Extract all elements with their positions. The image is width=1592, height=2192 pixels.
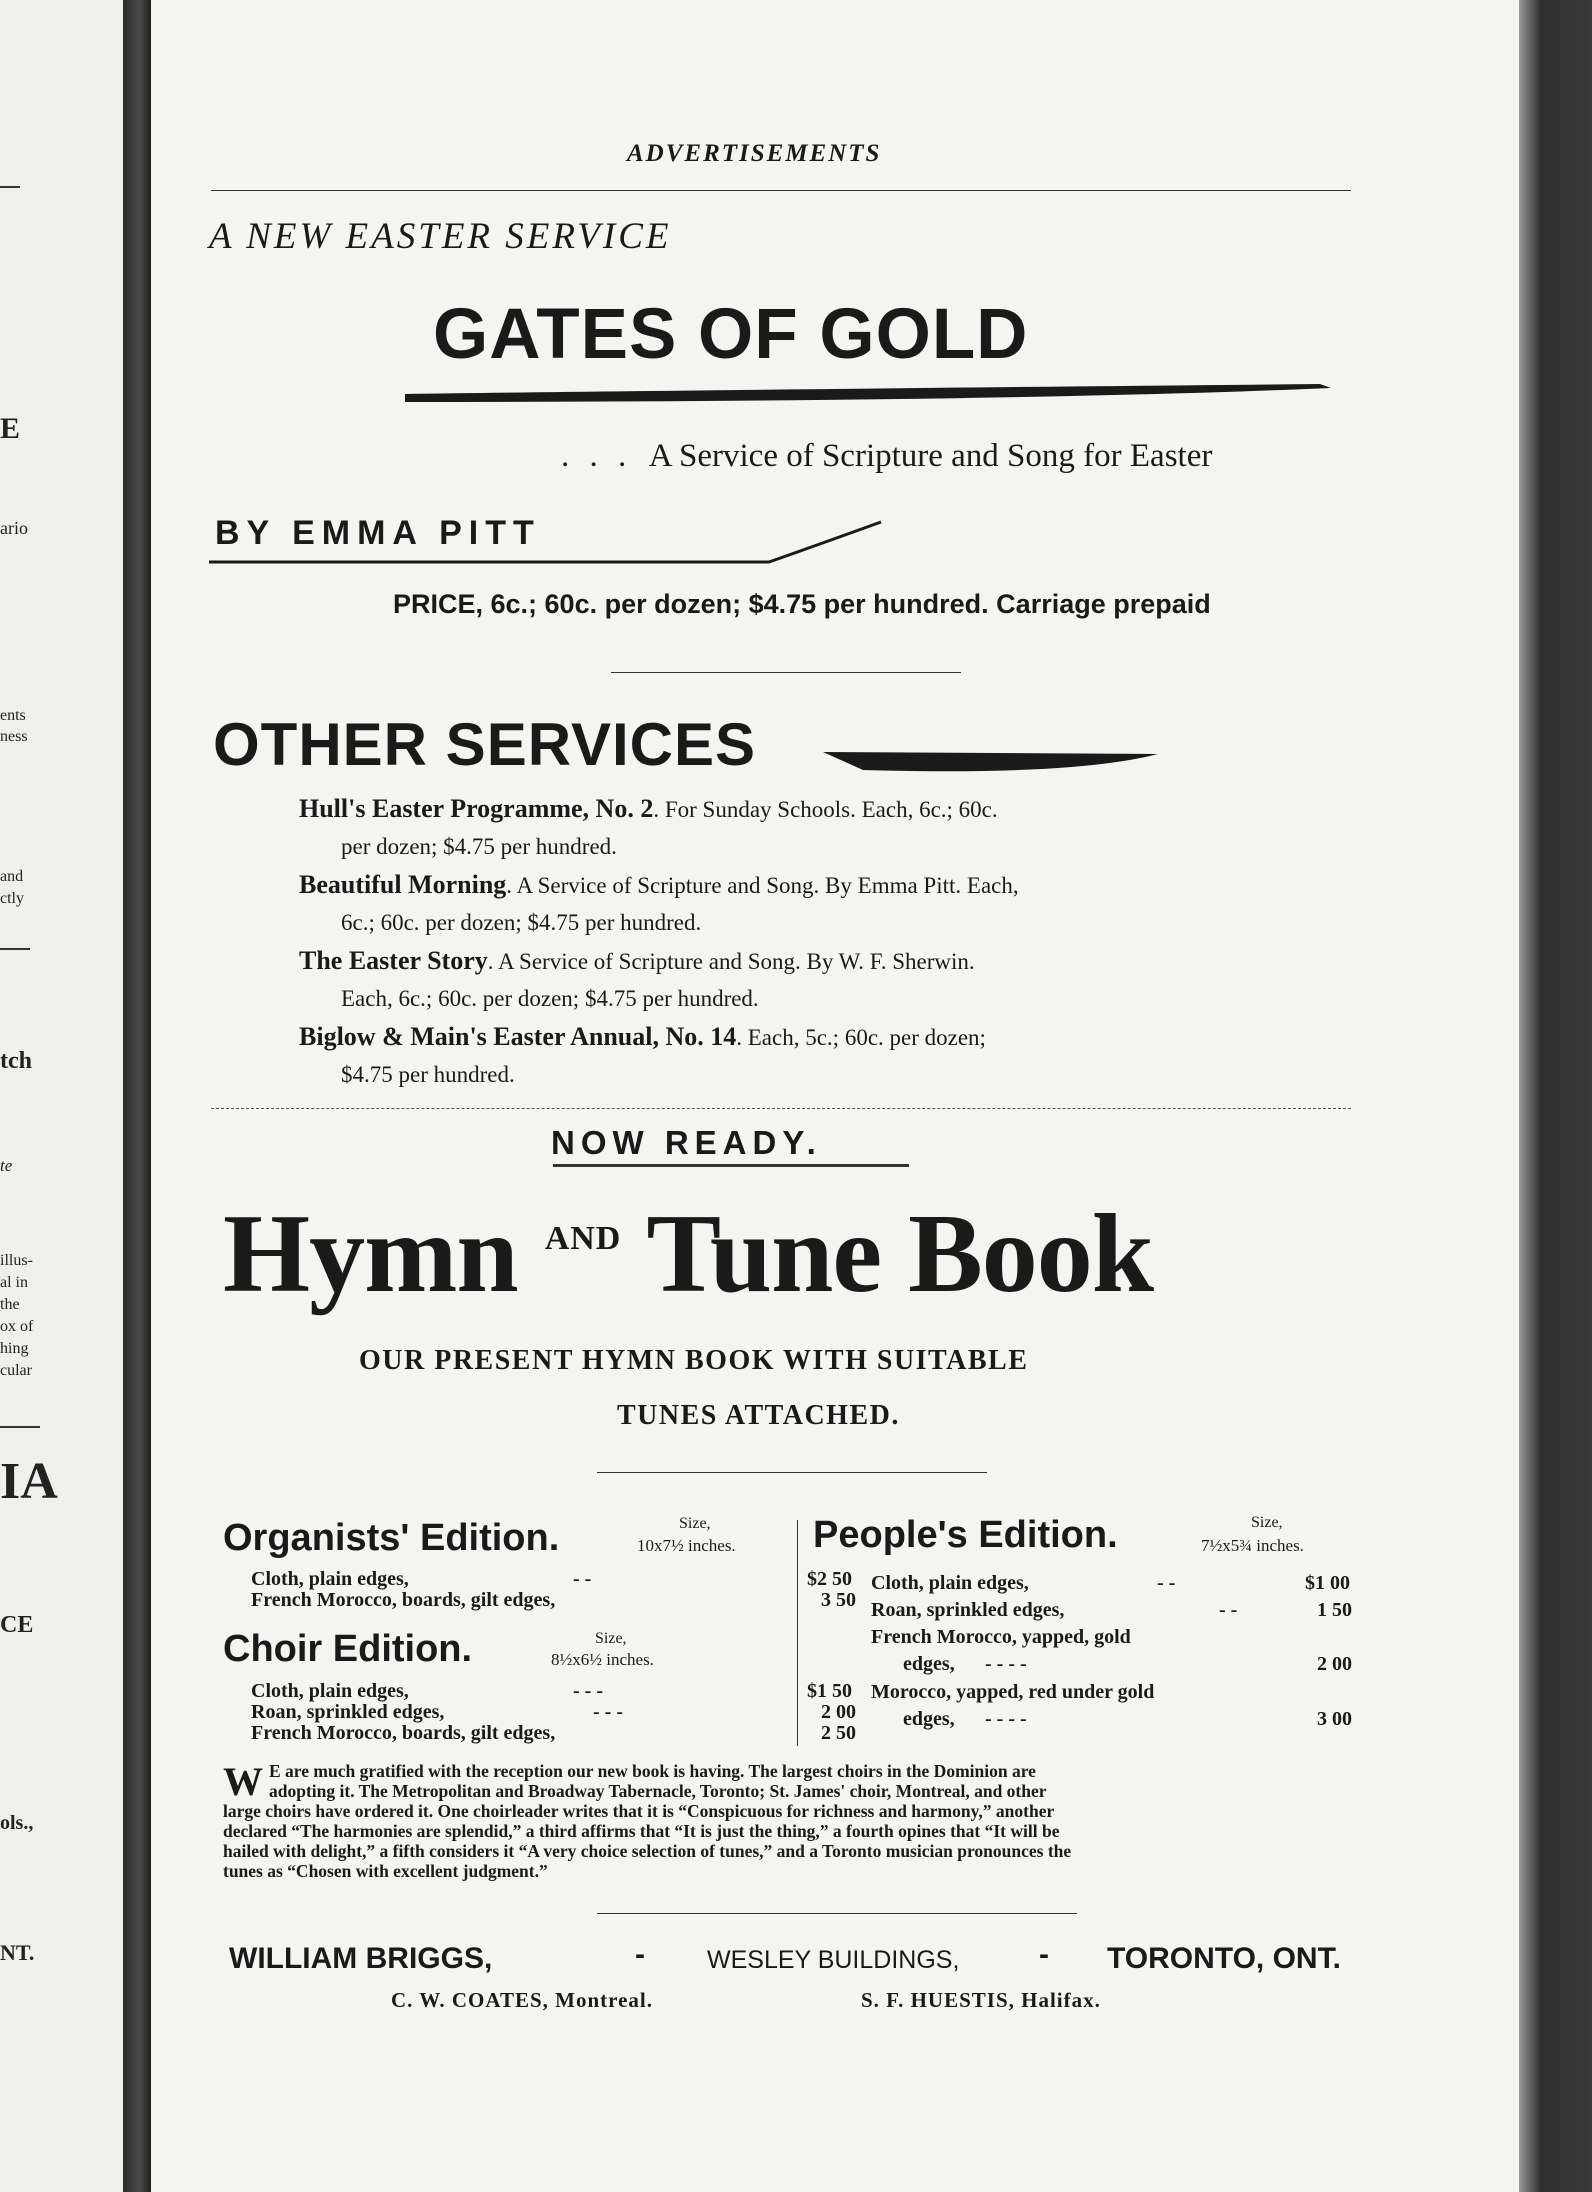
price-row-dots: - - -: [573, 1680, 603, 1702]
margin-fragment: ox of: [0, 1318, 34, 1335]
margin-fragment: CE: [0, 1612, 34, 1638]
price-row-label: French Morocco, yapped, gold: [871, 1626, 1131, 1648]
price-row-dots: - - - -: [985, 1653, 1027, 1675]
scanner-background-right: [1519, 0, 1592, 2192]
peoples-edition-heading: People's Edition.: [813, 1514, 1118, 1556]
easter-price-line: PRICE, 6c.; 60c. per dozen; $4.75 per hundred. Carriage prepaid: [393, 589, 1211, 619]
price-row: [903, 1708, 1361, 1731]
running-header: ADVERTISEMENTS: [627, 140, 882, 167]
section-rule: [611, 672, 961, 673]
hymn-book-title: [223, 1190, 1153, 1319]
service-text: . A Service of Scripture and Song. By W. F. Sherwin.: [487, 949, 975, 974]
column-divider: [797, 1520, 798, 1746]
price-row-label: French Morocco, boards, gilt edges,: [251, 1722, 556, 1744]
price-row-label: Cloth, plain edges,: [251, 1568, 409, 1590]
other-services-heading: OTHER SERVICES: [213, 711, 757, 778]
margin-fragment: ness: [0, 728, 28, 745]
price-row-dots: - - - -: [985, 1708, 1027, 1730]
margin-fragment: NT.: [0, 1940, 35, 1965]
notice-dropcap: W: [223, 1759, 263, 1804]
price-row-label: edges,: [903, 1653, 955, 1675]
service-title: The Easter Story: [299, 946, 488, 975]
service-continuation: 6c.; 60c. per dozen; $4.75 per hundred.: [341, 910, 702, 935]
notice-line: adopting it. The Metropolitan and Broadway Tabernacle, Toronto; St. James' choir, Montreal, and other: [269, 1781, 1047, 1801]
margin-fragment: tch: [0, 1048, 32, 1074]
now-ready-underline: [553, 1164, 909, 1167]
price-row-price: 3 50: [821, 1589, 856, 1611]
margin-fragment: E: [0, 412, 21, 445]
advertisement-page: [151, 0, 1519, 2192]
organists-size: 10x7½ inches.: [637, 1536, 736, 1555]
agent-montreal: C. W. COATES, Montreal.: [391, 1988, 653, 2012]
price-row: [251, 1701, 941, 1724]
price-row: [871, 1626, 1361, 1649]
hymn-subtitle-line-2: TUNES ATTACHED.: [617, 1400, 900, 1431]
price-row-price: 2 50: [821, 1722, 856, 1744]
margin-fragment: the: [0, 1296, 20, 1313]
price-row: [251, 1589, 941, 1612]
hymn-subtitle-line-1: OUR PRESENT HYMN BOOK WITH SUITABLE: [359, 1345, 1029, 1376]
title-and: AND: [544, 1220, 622, 1257]
notice-line: E are much gratified with the reception our new book is having. The largest choirs in the Dominion are: [269, 1761, 1036, 1781]
service-item: [299, 942, 1344, 1017]
notice-line: large choirs have ordered it. One choirleader writes that it is “Conspicuous for richness and harmony,” another: [223, 1801, 1055, 1821]
price-row-price: 1 50: [1317, 1599, 1352, 1621]
price-row: [871, 1681, 1361, 1704]
margin-fragment: al in: [0, 1274, 28, 1291]
margin-fragment: and: [0, 868, 24, 885]
service-text: . For Sunday Schools. Each, 6c.; 60c.: [653, 797, 998, 822]
service-text: . A Service of Scripture and Song. By Emma Pitt. Each,: [506, 873, 1019, 898]
margin-fragment: ario: [0, 518, 28, 538]
footer-dash: -: [1039, 1938, 1049, 1971]
price-row: [251, 1722, 941, 1745]
title-tune-book: Tune Book: [646, 1192, 1154, 1316]
publisher-city: TORONTO, ONT.: [1107, 1942, 1341, 1975]
margin-fragment: IA: [0, 1453, 58, 1510]
service-item: [299, 1018, 1344, 1093]
section-rule: [597, 1472, 987, 1473]
margin-rule: [0, 186, 20, 188]
organists-edition-heading: Organists' Edition.: [223, 1517, 560, 1559]
price-row-price: 2 00: [821, 1701, 856, 1723]
price-row: [251, 1568, 941, 1591]
notice-line: tunes as “Chosen with excellent judgment.”: [223, 1861, 548, 1881]
service-continuation: per dozen; $4.75 per hundred.: [341, 834, 617, 859]
margin-fragment: ols.,: [0, 1812, 34, 1834]
section-rule: [211, 1108, 1351, 1109]
price-row-dots: - -: [573, 1568, 592, 1590]
now-ready-banner: NOW READY.: [551, 1124, 822, 1161]
service-item: [299, 866, 1344, 941]
previous-page-edge: [0, 0, 125, 2192]
margin-rule: [0, 1426, 40, 1428]
section-rule: [597, 1913, 1077, 1914]
margin-fragment: ents: [0, 707, 26, 724]
choir-size-label: Size,: [595, 1630, 627, 1647]
price-row-label: Roan, sprinkled edges,: [251, 1701, 445, 1723]
gates-of-gold-title: GATES OF GOLD: [433, 295, 1029, 374]
margin-fragment: cular: [0, 1362, 32, 1379]
price-row: [871, 1599, 1361, 1622]
price-row-price: 3 00: [1317, 1708, 1352, 1730]
book-binding-gutter: [123, 0, 151, 2192]
choir-edition-heading: Choir Edition.: [223, 1628, 473, 1670]
publisher-name: WILLIAM BRIGGS,: [229, 1942, 493, 1975]
heading-swash: [823, 746, 1163, 776]
price-row-dots: - -: [1157, 1572, 1176, 1594]
choir-size: 8½x6½ inches.: [551, 1650, 654, 1669]
margin-fragment: illus-: [0, 1252, 33, 1269]
footer-dash: -: [635, 1938, 645, 1971]
service-title: Beautiful Morning: [299, 870, 507, 899]
author-byline: BY EMMA PITT: [215, 514, 541, 552]
service-title: Hull's Easter Programme, No. 2: [299, 794, 654, 823]
service-continuation: Each, 6c.; 60c. per dozen; $4.75 per hundred.: [341, 986, 759, 1011]
price-row-label: Roan, sprinkled edges,: [871, 1599, 1065, 1621]
peoples-size: 7½x5¾ inches.: [1201, 1536, 1304, 1555]
price-row-price: $1 50: [807, 1680, 852, 1702]
notice-line: declared “The harmonies are splendid,” a third affirms that “It is just the thing,” a fourth opines that “It will be: [223, 1821, 1060, 1841]
header-rule: [211, 190, 1351, 191]
price-row-label: French Morocco, boards, gilt edges,: [251, 1589, 556, 1611]
organists-size-label: Size,: [679, 1515, 711, 1532]
margin-rule: [0, 948, 30, 950]
service-text: . Each, 5c.; 60c. per dozen;: [736, 1025, 986, 1050]
title-underline-swash: [405, 380, 1331, 406]
easter-subtitle: [561, 438, 1212, 475]
byline-underline-swash: [209, 518, 889, 568]
price-row-price: 2 00: [1317, 1653, 1352, 1675]
service-continuation: $4.75 per hundred.: [341, 1062, 515, 1087]
margin-fragment: te: [0, 1156, 13, 1175]
title-hymn: Hymn: [223, 1192, 518, 1316]
price-row-price: $1 00: [1305, 1572, 1350, 1594]
peoples-size-label: Size,: [1251, 1514, 1283, 1531]
price-row-price: $2 50: [807, 1568, 852, 1590]
subtitle-text: A Service of Scripture and Song for Easter: [648, 438, 1213, 474]
easter-kicker: A NEW EASTER SERVICE: [209, 216, 672, 257]
price-row: [871, 1572, 1361, 1595]
price-row-label: Morocco, yapped, red under gold: [871, 1681, 1155, 1703]
publisher-address: WESLEY BUILDINGS,: [707, 1946, 960, 1974]
margin-fragment: hing: [0, 1340, 29, 1357]
price-row: [251, 1680, 941, 1703]
price-row-label: edges,: [903, 1708, 955, 1730]
price-row-dots: - -: [1219, 1599, 1238, 1621]
margin-fragment: ctly: [0, 890, 24, 907]
price-row-dots: - - -: [593, 1701, 623, 1723]
subtitle-dots: . . .: [561, 438, 633, 474]
price-row-label: Cloth, plain edges,: [871, 1572, 1029, 1594]
notice-line: hailed with delight,” a fifth considers it “A very choice selection of tunes,” and a Toronto musician pronounces the: [223, 1841, 1072, 1861]
service-item: [299, 790, 1344, 865]
agent-halifax: S. F. HUESTIS, Halifax.: [861, 1988, 1101, 2012]
price-row: [903, 1653, 1361, 1676]
service-title: Biglow & Main's Easter Annual, No. 14: [299, 1022, 737, 1051]
price-row-label: Cloth, plain edges,: [251, 1680, 409, 1702]
